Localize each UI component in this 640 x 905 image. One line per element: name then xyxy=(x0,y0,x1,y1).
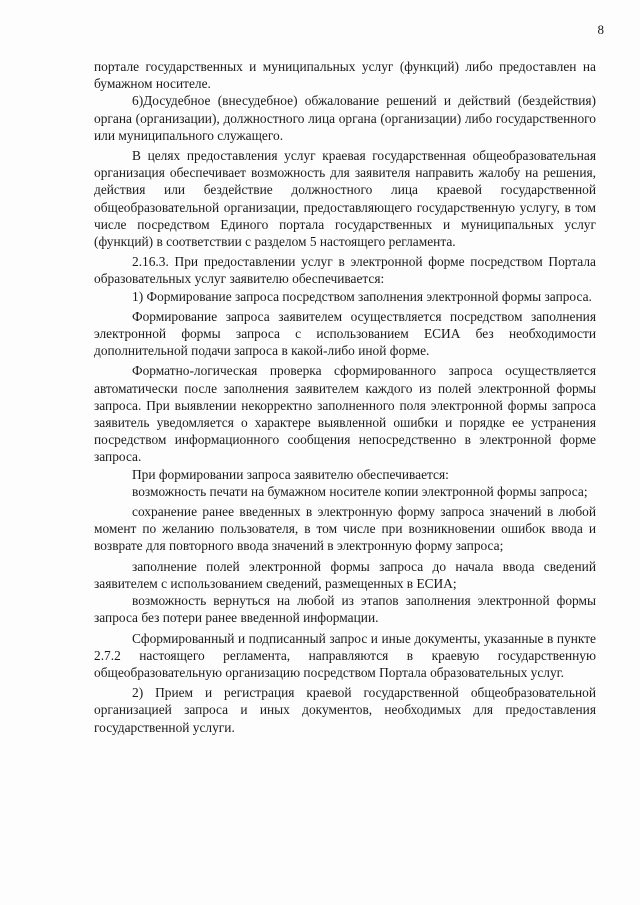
paragraph: сохранение ранее введенных в электронную форму запроса значений в любой момент по желанию пользователя, в том числе при возникновении ошибок ввода и возврате для повторного ввода значений в электронную форму запроса; xyxy=(94,504,596,554)
paragraph: Формирование запроса заявителем осуществляется посредством заполнения электронной формы запроса с использованием ЕСИА без необходимости дополнительной подачи запроса в какой-либо иной форме. xyxy=(94,308,596,359)
paragraph: 1) Формирование запроса посредством заполнения электронной формы запроса. xyxy=(132,288,592,304)
paragraph: 6)Досудебное (внесудебное) обжалование решений и действий (бездействия) органа (организации), должностного лица органа (организации) либо государственного или муниципального служащего. xyxy=(94,93,596,143)
paragraph: возможность печати на бумажном носителе копии электронной формы запроса; xyxy=(132,483,588,499)
paragraph: заполнение полей электронной формы запроса до начала ввода сведений заявителем с использованием сведений, размещенных в ЕСИА; xyxy=(94,558,596,591)
paragraph: 2) Прием и регистрация краевой государственной общеобразовательной организацией запроса и иных документов, необходимых для предоставления государственной услуги. xyxy=(94,685,596,735)
paragraph: 2.16.3. При предоставлении услуг в электронной форме посредством Портала образовательных услуг заявителю обеспечивается: xyxy=(94,254,596,287)
paragraph: порталe государственных и муниципальных услуг (функций) либо предоставлен на бумажном носителе. xyxy=(94,59,596,92)
paragraph: Сформированный и подписанный запрос и иные документы, указанные в пункте 2.7.2 настоящего регламента, направляются в краевую государственную общеобразовательную организацию посредством Портала образовательных услуг. xyxy=(94,630,596,680)
paragraph: При формировании запроса заявителю обеспечивается: xyxy=(132,466,449,482)
document-body xyxy=(94,58,596,736)
page-number: 8 xyxy=(597,22,604,37)
paragraph: возможность вернуться на любой из этапов заполнения электронной формы запроса без потери ранее введенной информации. xyxy=(94,593,596,626)
paragraph: В целях предоставления услуг краевая государственная общеобразовательная организация обеспечивает возможность для заявителя направить жалобу на решения, действия или бездействие должностного лица краевой государственной общеобразовательной организации, предоставляющего государственную услугу, в том числе посредством Единого портала государственных и муниципальных услуг (функций) в соответствии с разделом 5 настоящего регламента. xyxy=(94,148,596,250)
paragraph: Форматно-логическая проверка сформированного запроса осуществляется автоматически после заполнения заявителем каждого из полей электронной формы запроса. При выявлении некорректно заполненного поля электронной формы запроса заявитель уведомляется о характере выявленной ошибки и порядке ее устранения посредством информационного сообщения непосредственно в электронной форме запроса. xyxy=(94,363,596,465)
